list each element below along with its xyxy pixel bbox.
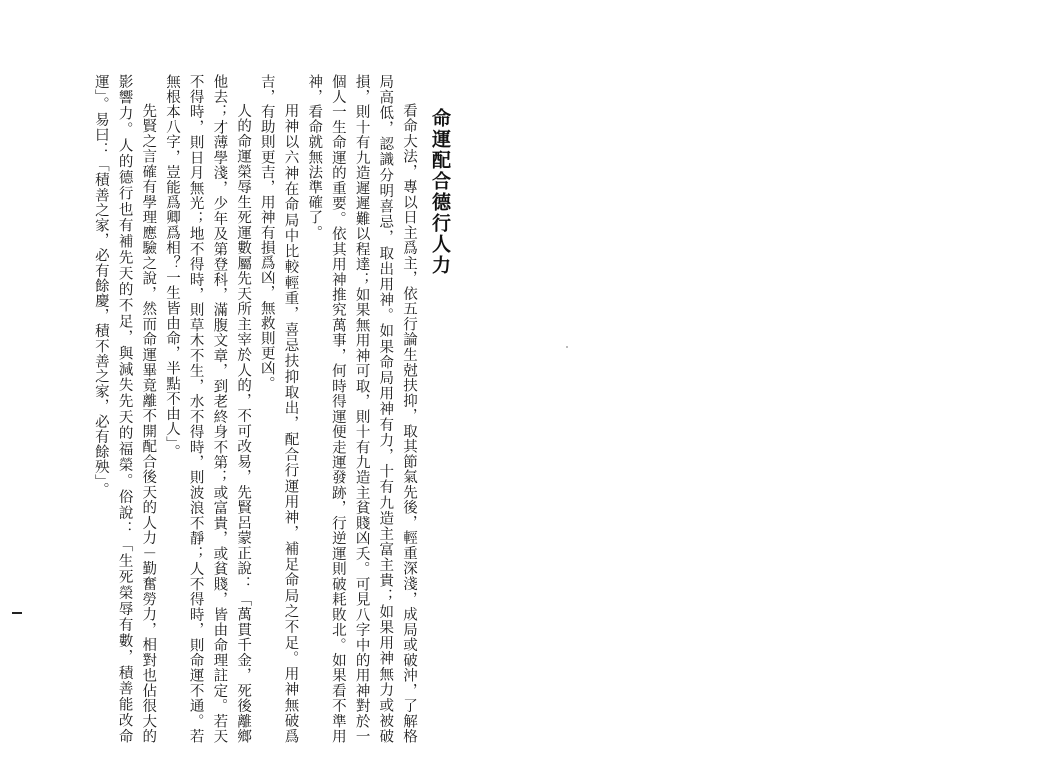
page-edge-mark [12, 612, 22, 614]
scan-speck [566, 346, 568, 348]
paragraph-4: 先賢之言確有學理應驗之說，然而命運畢竟離不開配合後天的人力－勤奮勞力，相對也佔很大的影響力。人的德行也有補先天的不足，與減失先天的福榮。俗說：「生死榮辱有數，積善能改命運」。易曰：「積善之家，必有餘慶，積不善之家，必有餘殃」。 [92, 74, 157, 744]
paragraph-2: 用神以六神在命局中比較輕重，喜忌扶抑取出，配合行運用神，補足命局之不足。用神無破爲吉，有助則更吉，用神有損爲凶，無救則更凶。 [258, 74, 299, 744]
paragraph-3: 人的命運榮辱生死運數屬先天所主宰於人的，不可改易，先賢呂蒙正說：「萬貫千金，死後離鄉他去；才薄學淺，少年及第登科，滿腹文章，到老終身不第；或富貴，或貧賤，皆由命理註定。若天不得時，則日月無光；地不得時，則草木不生，水不得時，則波浪不靜；人不得時，則命運不通。若無根本八字，豈能爲卿爲相？一生皆由命，半點不由人」。 [163, 74, 252, 744]
paragraph-1: 看命大法，專以日主爲主，依五行論生尅扶抑，取其節氣先後，輕重深淺，成局或破沖，了解格局高低，認識分明喜忌，取出用神。如果命局用神有力，十有九造主富主貴；如果用神無力或被破損，則十有九造遲遲難以程達；如果無用神可取，則十有九造主貧賤凶夭。可見八字中的用神對於一個人一生命運的重要。依其用神推究萬事，何時得運便走運發跡，行逆運則破耗敗北。如果看不準用神，看命就無法準確了。 [306, 74, 417, 744]
body-text [40, 74, 420, 744]
page-title: 命運配合德行人力 [429, 108, 451, 276]
